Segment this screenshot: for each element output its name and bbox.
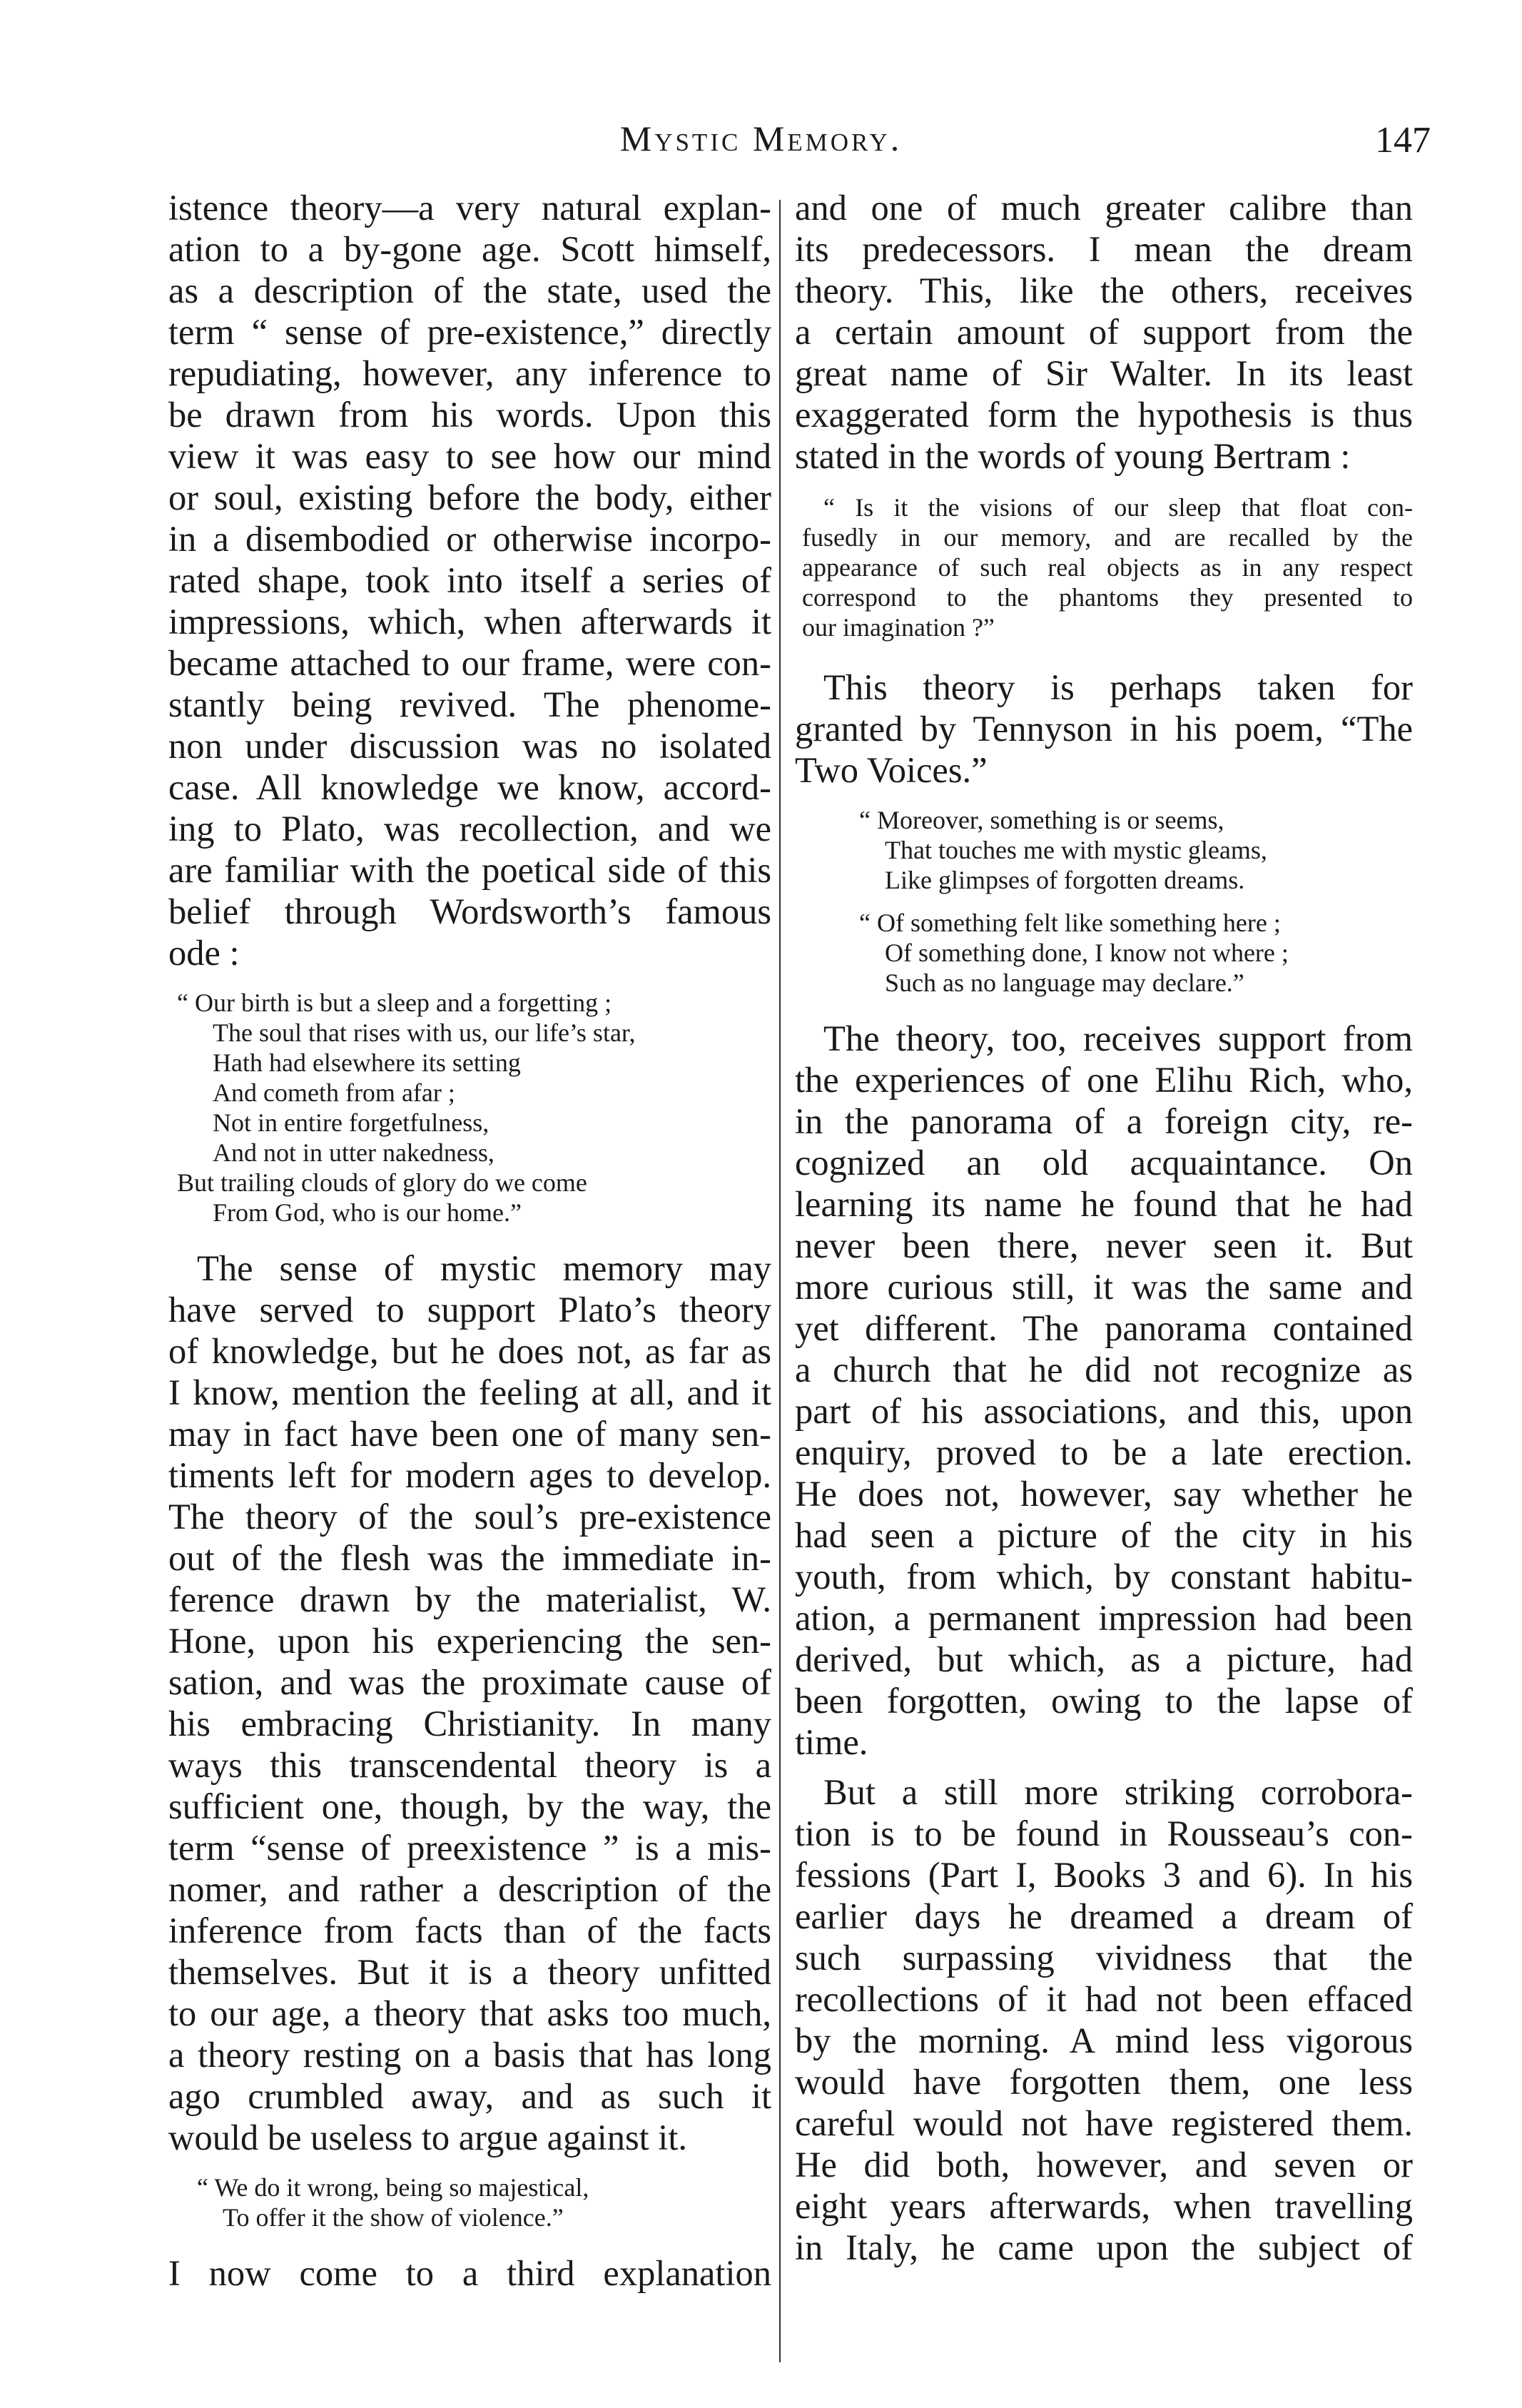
- paragraph-gap: [795, 1763, 1413, 1771]
- text-line: From God, who is our home.”: [213, 1198, 522, 1227]
- text-line: great name of Sir Walter. In its least: [795, 353, 1413, 393]
- text-line: Hath had elsewhere its setting: [213, 1048, 521, 1077]
- text-line: a theory resting on a basis that has long: [168, 2035, 771, 2075]
- text-line: ways this transcendental theory is a: [168, 1745, 771, 1785]
- text-line: his embracing Christianity. In many: [168, 1704, 771, 1744]
- text-line: learning its name he found that he had: [795, 1184, 1413, 1224]
- left-paragraph-2: [168, 1248, 771, 2158]
- text-line: appearance of such real objects as in any respect: [802, 553, 1413, 582]
- text-line: would have forgotten them, one less: [795, 2062, 1413, 2102]
- text-line: The theory of the soul’s pre-existence: [168, 1497, 771, 1537]
- text-line: The theory, too, receives support from: [823, 1018, 1413, 1058]
- text-line: eight years afterwards, when travelling: [795, 2186, 1413, 2226]
- text-line: out of the flesh was the immediate in-: [168, 1538, 771, 1578]
- text-line: nomer, and rather a description of the: [168, 1869, 771, 1909]
- text-line: Two Voices.”: [795, 750, 988, 790]
- text-line: stated in the words of young Bertram :: [795, 436, 1351, 476]
- page-header: [0, 118, 1522, 175]
- text-line: non under discussion was no isolated: [168, 726, 771, 766]
- text-line: stantly being revived. The phenome-: [168, 684, 771, 724]
- text-line: became attached to our frame, were con-: [168, 643, 771, 683]
- tennyson-quote-1: [795, 805, 1413, 895]
- text-line: in Italy, he came upon the subject of: [795, 2227, 1413, 2267]
- text-line: as a description of the state, used the: [168, 270, 771, 310]
- text-line: may in fact have been one of many sen-: [168, 1414, 771, 1454]
- text-line: been forgotten, owing to the lapse of: [795, 1681, 1413, 1721]
- text-line: case. All knowledge we know, accord-: [168, 767, 771, 807]
- text-line: inference from facts than of the facts: [168, 1911, 771, 1951]
- text-line: ation to a by-gone age. Scott himself,: [168, 229, 771, 269]
- text-line: impressions, which, when afterwards it: [168, 602, 771, 642]
- text-line: ode :: [168, 933, 240, 973]
- text-line: a church that he did not recognize as: [795, 1350, 1413, 1390]
- text-line: exaggerated form the hypothesis is thus: [795, 395, 1413, 435]
- text-line: I know, mention the feeling at all, and it: [168, 1372, 771, 1412]
- text-line: would be useless to argue against it.: [168, 2118, 687, 2157]
- text-line: theory. This, like the others, receives: [795, 270, 1413, 310]
- left-paragraph-3: [168, 2252, 771, 2294]
- bertram-quote: [795, 492, 1413, 642]
- hamlet-quote: [168, 2172, 771, 2232]
- text-line: belief through Wordsworth’s famous: [168, 891, 771, 931]
- text-line: He does not, however, say whether he: [795, 1474, 1413, 1514]
- column-divider: [779, 200, 781, 2362]
- text-line: its predecessors. I mean the dream: [795, 229, 1413, 269]
- text-line: of knowledge, but he does not, as far as: [168, 1331, 771, 1371]
- text-line: in the panorama of a foreign city, re-: [795, 1101, 1413, 1141]
- text-line: ago crumbled away, and as such it: [168, 2076, 771, 2116]
- text-line: earlier days he dreamed a dream of: [795, 1896, 1413, 1936]
- text-line: term “sense of preexistence ” is a mis-: [168, 1828, 771, 1868]
- text-line: our imagination ?”: [802, 613, 995, 642]
- text-line: themselves. But it is a theory unfitted: [168, 1952, 771, 1992]
- right-paragraph-3: [795, 1018, 1413, 1763]
- text-line: But a still more striking corrobora-: [823, 1772, 1413, 1812]
- text-line: To offer it the show of violence.”: [223, 2203, 564, 2232]
- text-line: The sense of mystic memory may: [197, 1248, 771, 1288]
- text-line: sation, and was the proximate cause of: [168, 1662, 771, 1702]
- text-line: more curious still, it was the same and: [795, 1267, 1413, 1307]
- text-line: The soul that rises with us, our life’s star,: [213, 1018, 636, 1047]
- text-line: correspond to the phantoms they presented to: [802, 583, 1413, 612]
- text-line: cognized an old acquaintance. On: [795, 1143, 1413, 1183]
- text-line: are familiar with the poetical side of this: [168, 850, 771, 890]
- text-line: repudiating, however, any inference to: [168, 353, 771, 393]
- wordsworth-ode-quote: [168, 988, 771, 1228]
- text-line: in a disembodied or otherwise incorpo-: [168, 519, 771, 559]
- text-line: enquiry, proved to be a late erection.: [795, 1432, 1413, 1472]
- text-line: timents left for modern ages to develop.: [168, 1455, 771, 1495]
- text-line: term “ sense of pre-existence,” directly: [168, 312, 771, 352]
- text-line: He did both, however, and seven or: [795, 2145, 1413, 2185]
- text-line: such surpassing vividness that the: [795, 1938, 1413, 1978]
- left-paragraph-1: [168, 187, 771, 973]
- right-paragraph-1: [795, 187, 1413, 477]
- running-title: Mystic Memory.: [619, 118, 903, 158]
- text-line: youth, from which, by constant habitu-: [795, 1557, 1413, 1597]
- text-line: granted by Tennyson in his poem, “The: [795, 709, 1413, 749]
- text-line: Not in entire forgetfulness,: [213, 1108, 489, 1137]
- text-line: have served to support Plato’s theory: [168, 1290, 771, 1330]
- text-line: and one of much greater calibre than: [795, 188, 1413, 228]
- text-line: tion is to be found in Rousseau’s con-: [795, 1813, 1413, 1853]
- text-line: fessions (Part I, Books 3 and 6). In his: [795, 1855, 1413, 1895]
- text-line: never been there, never seen it. But: [795, 1225, 1413, 1265]
- text-line: Like glimpses of forgotten dreams.: [885, 866, 1245, 894]
- text-line: recollections of it had not been effaced: [795, 1979, 1413, 2019]
- text-line: time.: [795, 1722, 868, 1762]
- text-line: “ Moreover, something is or seems,: [859, 806, 1224, 834]
- text-line: “ We do it wrong, being so majestical,: [197, 2173, 589, 2202]
- text-line: Of something done, I know not where ;: [885, 939, 1289, 967]
- text-line: Hone, upon his experiencing the sen-: [168, 1621, 771, 1661]
- text-line: rated shape, took into itself a series of: [168, 560, 771, 600]
- text-line: careful would not have registered them.: [795, 2103, 1413, 2143]
- text-line: Such as no language may declare.”: [885, 968, 1244, 997]
- text-line: fusedly in our memory, and are recalled by the: [802, 523, 1413, 552]
- text-line: had seen a picture of the city in his: [795, 1515, 1413, 1555]
- page-number: 147: [1375, 120, 1431, 161]
- text-line: part of his associations, and this, upon: [795, 1391, 1413, 1431]
- text-line: derived, but which, as a picture, had: [795, 1639, 1413, 1679]
- text-line: I now come to a third explanation: [168, 2253, 771, 2293]
- text-line: This theory is perhaps taken for: [823, 667, 1413, 707]
- text-line: “ Is it the visions of our sleep that float con-: [823, 493, 1413, 522]
- text-line: by the morning. A mind less vigorous: [795, 2020, 1413, 2060]
- text-line: “ Our birth is but a sleep and a forgetting ;: [177, 988, 612, 1017]
- text-line: But trailing clouds of glory do we come: [177, 1168, 587, 1197]
- text-line: That touches me with mystic gleams,: [885, 836, 1267, 864]
- tennyson-quote-2: [795, 908, 1413, 998]
- text-line: sufficient one, though, by the way, the: [168, 1786, 771, 1826]
- text-line: be drawn from his words. Upon this: [168, 395, 771, 435]
- text-line: the experiences of one Elihu Rich, who,: [795, 1060, 1413, 1100]
- text-line: istence theory—a very natural explan-: [168, 188, 771, 228]
- left-column: [168, 187, 771, 2294]
- right-paragraph-2: [795, 667, 1413, 791]
- text-line: “ Of something felt like something here ;: [859, 909, 1281, 937]
- text-line: or soul, existing before the body, either: [168, 477, 771, 517]
- right-paragraph-4: [795, 1771, 1413, 2268]
- text-line: to our age, a theory that asks too much,: [168, 1993, 771, 2033]
- text-line: And cometh from afar ;: [213, 1078, 455, 1107]
- text-line: And not in utter nakedness,: [213, 1138, 494, 1167]
- text-line: ference drawn by the materialist, W.: [168, 1579, 771, 1619]
- text-line: a certain amount of support from the: [795, 312, 1413, 352]
- text-line: ing to Plato, was recollection, and we: [168, 809, 771, 849]
- text-line: view it was easy to see how our mind: [168, 436, 771, 476]
- right-column: [795, 187, 1413, 2268]
- text-line: yet different. The panorama contained: [795, 1308, 1413, 1348]
- text-line: ation, a permanent impression had been: [795, 1598, 1413, 1638]
